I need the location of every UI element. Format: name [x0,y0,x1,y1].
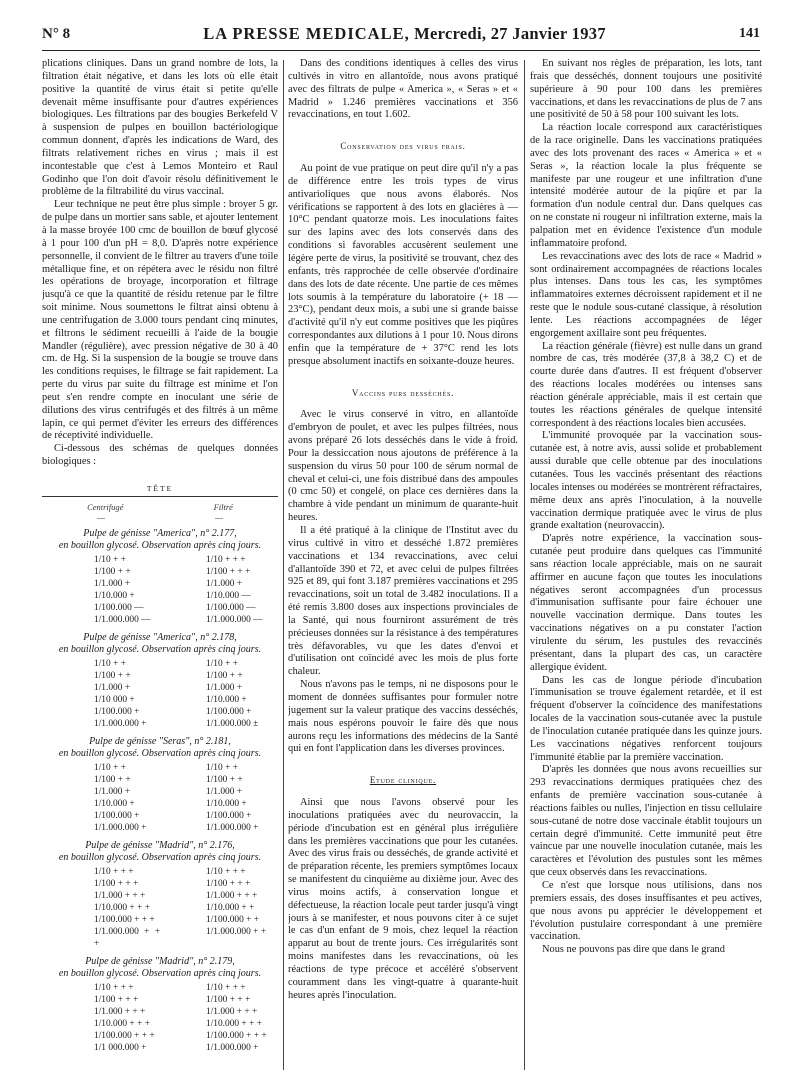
section-heading-text: Conservation des virus frais. [340,141,466,152]
cell-centrifuged: 1/1.000 + [94,578,131,589]
table-row [42,1030,278,1042]
cell-filtered: 1/10.000 + + + [206,1018,262,1029]
table-row [42,926,278,950]
cell-centrifuged: 1/1.000 + + + [94,890,146,901]
cell-centrifuged: 1/1.000.000 + [94,718,147,729]
table-group-title: Pulpe de génisse "America", n° 2.177, [83,527,237,539]
cell-filtered: 1/1.000.000 + + [206,926,267,937]
column-rule [524,60,525,1070]
table-column-headers [42,501,278,514]
table-row [42,1006,278,1018]
section-heading [288,140,518,153]
cell-filtered: 1/10 + + + [206,866,246,877]
table-group-title: en bouillon glycosé. Observation après cinq jours. [58,539,262,551]
paragraph: Nous n'avons pas le temps, ni ne disposons pour le moment de données suffisantes pour formuler notre jugement sur la valeur pratique des vaccins desséchés, mais nous espérons pouvoir le faire dès que nous aurons reçu les informations des médecins de la Santé qui en font l'application dans les diverses provinces. [288,679,518,755]
cell-centrifuged: 1/100.000 + [94,706,140,717]
cell-filtered: 1/100.000 — [206,602,256,613]
cell-filtered: 1/1.000 + [206,578,243,589]
cell-centrifuged: 1/1.000.000 + [94,822,147,833]
column-1 [42,58,278,1076]
cell-filtered: 1/100 + + [206,670,243,681]
table-row [42,994,278,1006]
table-row [42,866,278,878]
paragraph: L'immunité provoquée par la vaccination sous-cutanée est, à notre avis, aussi solide et probablement aussi durable que celle obtenue par des inoculations cutanées. Tous les vaccinés présentant des réactions locales intenses ou modérées se montrèrent réfractaires, même deux ans après l'inoculation, à la nouvelle vaccination dermique pratiquée avec le virus de plus grande exaltation (neurovaccin). [530,430,762,532]
table-row [42,798,278,810]
cell-filtered: 1/100.000 + + + [206,1030,267,1041]
cell-centrifuged: 1/10 + + + [94,866,134,877]
cell-centrifuged: 1/100 + + [94,774,131,785]
cell-centrifuged: 1/1.000 + [94,786,131,797]
cell-centrifuged: 1/100 + + + [94,878,139,889]
table-row [42,706,278,718]
paragraph: Ainsi que nous l'avons observé pour les inoculations pratiquées avec du neurovaccin, la période d'incubation est en général plus irrégulière dans les premières vaccinations que pour les cutanées. Avec des virus frais ou desséchés, de grande activité et de préparation récente, les premiers symptômes locaux se manifestent du cinquième au dixième jour. Avec des virus moins actifs, à conservation longue et défectueuse, la réaction locale peut tarder jusqu'à vingt jours à se manifester, et nous pouvons citer à ce sujet le cas d'un enfant de 9 mois, chez lequel la réaction apparut au bout de trente jours. Ces irrégularités sont moins manifestes dans les revaccinations, où les réactions de type précoce et accéléré s'observent couramment dans les vingt-quatre à quarante-huit heures après l'inoculation. [288,797,518,1001]
cell-centrifuged: 1/100.000 + [94,810,140,821]
cell-centrifuged: 1/1 000.000 + [94,1042,147,1053]
cell-centrifuged: 1/10.000 + + + [94,1018,150,1029]
column-2 [288,58,518,1076]
cell-centrifuged: 1/10 + + [94,658,126,669]
cell-filtered: 1/10.000 — [206,590,251,601]
cell-centrifuged: 1/10 + + + [94,982,134,993]
section-heading [288,774,518,787]
cell-filtered: 1/10.000 + [206,798,247,809]
table-row [42,902,278,914]
paragraph: La réaction locale correspond aux caractéristiques de la race originelle. Dans les vaccinations pratiquées avec des lots provenant des races « America » et « Seras », la réaction locale la plus fréquente se manifeste par une rougeur et une infiltration d'une intensité modérée autour de la piqûre et par la formation d'un nodule central dur. Dans quelques cas on ne constate ni rougeur ni infiltration externe, mais la palpation met en évidence l'existence d'un module inflammatoire profond. [530,122,762,249]
paragraph: plications cliniques. Dans un grand nombre de lots, la filtration était négative, et dans les lots où elle était positive la quantité de virus était si petite qu'elle devenait même insuffisante pour d'autres expériences biologiques. Les filtrations par des bougies Berkefeld V à suspension de pulpes en bouillon bactériologique commun donnent, d'après les indications de Ward, des filtrats relativement riches en virus ; mais il est incontestable que c'est à Lemos Monteiro et Raul Godinho que l'on doit d'avoir résolu définitivement le problème de la filtrabilité du virus vaccinal. [42,58,278,198]
table-row [42,1018,278,1030]
paragraph: D'après notre expérience, la vaccination sous-cutanée peut produire dans quelques cas l'immunité sans réaction locale appréciable, mais on ne saurait affirmer en aucune façon que toutes les inoculations négatives seront accompagnées d'un processus d'immunisation suffisante pour faire échouer une nouvelle vaccination dermique. Dans toutes les vaccinations négatives on a pu constater l'action virulente du sérum, les pustules des revaccinés présentant, dans la plupart des cas, un caractère allergique évident. [530,533,762,673]
paragraph: Nous ne pouvons pas dire que dans le grand [542,944,725,956]
cell-filtered: 1/1.000.000 — [206,614,263,625]
table-row [42,614,278,626]
paragraph: Leur technique ne peut être plus simple : broyer 5 gr. de pulpe dans un mortier sans sable, et ajouter lentement à la masse broyée 100 cmc de bouillon de bœuf glycosé à 1 pour 100 d'un pH = 8,0. D'après notre expérience personnelle, il convient de le filtrer au travers d'une toile métallique fine, et on répétera avec le résidu non filtré les opérations de broyage, incorporation et filtrage jusqu'à ce que la quantité de résidu retenue par le filtre soit minime. Nous soumettons le filtrat ainsi obtenu à une centrifugation de 3.000 tours pendant cinq minutes, et filtrons le sédiment recueilli à l'aide de la bougie Mandler (régulière), avec pression négative de 30 à 40 cm. de Hg. Si la suspension de la bougie se trouve dans les conditions requises, le filtrage se fait rapidement. La perte du virus par suite du filtrage est minime et l'on peut s'en rendre compte en inoculant une série de dilutions des virus centrifugés et des filtrés à un même lapin, ce qui permet d'éviter les erreurs des différences de réceptivité individuelle. [42,199,278,442]
masthead [203,24,606,44]
page-header [42,18,760,51]
paragraph: Les revaccinations avec des lots de race « Madrid » sont ordinairement accompagnées de réactions locales plus intenses. Dans tous les cas, les symptômes inflammatoires externes décroissent rapidement et il ne reste que le nodule sous-cutané classique, à résolution lente. Les réactions accompagnées de léger engorgement axillaire sont peu fréquentes. [530,250,762,339]
cell-filtered: 1/1.000 + + + [206,890,258,901]
table-row [42,602,278,614]
cell-filtered: 1/10 + + + [206,554,246,565]
table-row [42,718,278,730]
section-heading-text: Vaccins purs desséchés. [351,387,455,398]
cell-filtered: 1/10 + + [206,762,238,773]
cell-centrifuged: 1/100 + + [94,670,131,681]
table-row [42,810,278,822]
cell-filtered: 1/10 + + [206,658,238,669]
section-heading-text: Etude clinique. [369,775,437,786]
issue-date: Mercredi, 27 Janvier 1937 [414,24,606,43]
page-number: 141 [738,26,760,41]
paragraph: Dans des conditions identiques à celles des virus cultivés in vitro en allantoïde, nous avons pratiqué avec des filtrats de pulpe « America », « Seras » et « Madrid » 1.246 premières vaccinations et 356 revaccinations, en tout 1.602. [288,58,518,121]
table-group-title: en bouillon glycosé. Observation après cinq jours. [58,967,262,979]
table-group-title: Pulpe de génisse "Seras", n° 2.181, [89,735,231,747]
table-row [42,670,278,682]
table-row [42,982,278,994]
cell-filtered: 1/100 + + + [206,878,251,889]
paragraph: Avec le virus conservé in vitro, en allantoïde d'embryon de poulet, et avec les pulpes filtrées, nous avons préparé 26 lots desséchés dans le vide à froid. Pour la dessiccation nous ajoutons de préférence à la suspension du virus 50 pour 100 de sérum normal de cheval et celui-ci, une fois distribué dans des ampoules (0 cmc 50) et congelé, on place ces dernières dans la chambre à vide pendant un minimum de quarante-huit heures. [288,409,518,524]
table-groups [42,528,278,1054]
cell-filtered: 1/10 + + + [206,982,246,993]
cell-filtered: 1/1.000.000 + [206,822,259,833]
cell-centrifuged: 1/100.000 + + + [94,1030,155,1041]
cell-centrifuged: 1/10.000 + [94,798,135,809]
cell-filtered: 1/1.000.000 ± [206,718,259,729]
table-row [42,1042,278,1054]
cell-centrifuged: 1/10.000 + + + [94,902,150,913]
table-row [42,658,278,670]
cell-centrifuged: 1/1.000 + + + [94,1006,146,1017]
paragraph: Au point de vue pratique on peut dire qu'il n'y a pas de différence entre les trois types de virus antivarioliques que nous avons élaborés. Nos vérifications se rapportent à des lots en glacières à —10°C pendant quatorze mois. Les inoculations faites sur des lapins avec des lots conservés dans des conditions si favorables accusèrent seulement une légère perte de virus, la positivité se trouvant, chez des enfants, très rapprochée de celle observée d'ordinaire dans des lots de date récente. Une partie de ces mêmes lots soumis à la température du laboratoire (+ 18 — 23°C), pendant deux mois, a subi une si grande baisse d'activité qu'il n'y eut comme positives que les piqûres correspondantes aux dilutions à 1 pour 10. Nous dirons enfin que la température de + 37°C rend les lots presque absolument inactifs en soixante-douze heures. [288,163,518,367]
table-group [42,956,278,1054]
cell-centrifuged: 1/100 + + [94,566,131,577]
paragraph: Dans les cas de longue période d'incubation l'immunisation se trouve également retardée, et il est fréquent d'observer la coïncidence des manifestations locales de la vaccination sous-cutanée avec la pustule de l'inoculation cutanée pratiquée dans les quinze jours. Les vaccinations négatives renforcent toujours l'immunité établie par la première vaccination. [530,674,762,763]
table-row [42,682,278,694]
cell-centrifuged: 1/10 + + [94,554,126,565]
column-dash: — [97,512,105,522]
table-row [42,786,278,798]
paragraph: D'après les données que nous avons recueillies sur 293 revaccinations dermiques pratiquées chez des enfants de première vaccination sous-cutanée à réactions faibles ou nulles, l'injection en tissu cellulaire sous-cutané de notre dose vaccinale établit toujours un certain degré d'immunité. Cette immunité peut être vaincue par une nouvelle inoculation cutanée, mais les caractères et l'évolution des pustules sont les mêmes que ceux observés dans les revaccinations. [530,764,762,879]
table-heading-rule [42,496,278,497]
paragraph: La réaction générale (fièvre) est nulle dans un grand nombre de cas, très modérée (37,8 à 38,2 C) et de courte durée dans d'autres. Il est fréquent d'observer des réactions locales modérées ou intenses sans réaction générale appréciable, mais il est certain que toutes les réactions générales de quelque intensité correspondent à des réactions locales bien accusées. [530,340,762,429]
cell-filtered: 1/1.000 + + + [206,1006,258,1017]
table-group [42,632,278,730]
table-row [42,566,278,578]
paragraph: Ce n'est que lorsque nous utilisions, dans nos premiers essais, des doses insuffisantes et peu actives, que nous avons pu apprécier le développement et l'évolution pustulaire correspondant à une première vaccination. [530,880,762,943]
table-row [42,774,278,786]
column-header-centrifuged: Centrifugé [87,501,124,512]
table-row [42,822,278,834]
cell-filtered: 1/1.000 + [206,786,243,797]
column-rule [283,60,284,1070]
table-row [42,914,278,926]
table-row [42,890,278,902]
column-header-filtered: Filtré [213,501,233,512]
journal-title: LA PRESSE MEDICALE, [203,24,410,43]
cell-centrifuged: 1/100.000 + + + [94,914,155,925]
paragraph: Ci-dessous des schémas de quelques données biologiques : [42,443,278,468]
cell-filtered: 1/100.000 + [206,810,252,821]
column-3 [530,58,762,1076]
table-row [42,554,278,566]
table-row [42,694,278,706]
cell-centrifuged: 1/1.000 + [94,682,131,693]
table-group-title: Pulpe de génisse "Madrid", n° 2.179, [85,955,235,967]
paragraph: Il a été pratiqué à la clinique de l'Institut avec du virus cultivé in vitro et desséché 1.872 premières vaccinations et 134 revaccinations, avec celui d'allantoïde 390 et 72, et avec celui de pulpes filtrées 925 et 89, qui font 3.187 premières vaccinations et 295 revaccinations, soit un total de 3.482 inoculations. Il a été remis 3.800 doses aux inspections provinciales de la Santé, qui nous fourniront assurément de très précieuses données sur la résistance à des températures très défavorables, vu que les dates d'envoi et d'utilisation ont coïncidé avec les mois de plus forte chaleur. [288,525,518,678]
table-row [42,590,278,602]
cell-filtered: 1/100 + + [206,774,243,785]
cell-filtered: 1/100.000 + + [206,914,260,925]
table-group-title: en bouillon glycosé. Observation après cinq jours. [58,643,262,655]
cell-centrifuged: 1/1.000.000 + + + [94,926,160,949]
cell-centrifuged: 1/100.000 — [94,602,144,613]
cell-centrifuged: 1/100 + + + [94,994,139,1005]
cell-filtered: 1/10.000 + [206,694,247,705]
table-group [42,528,278,626]
table-heading: TÊTE [146,484,174,493]
cell-filtered: 1/10.000 + + [206,902,255,913]
section-heading [288,387,518,400]
table-group-title: en bouillon glycosé. Observation après cinq jours. [58,747,262,759]
cell-centrifuged: 1/10 000 + [94,694,135,705]
biological-data-table [42,483,278,1054]
table-group [42,736,278,834]
cell-centrifuged: 1/1.000.000 — [94,614,151,625]
table-row [42,762,278,774]
column-dash: — [215,512,223,522]
table-row [42,878,278,890]
table-group-title: Pulpe de génisse "Madrid", n° 2.176, [85,839,235,851]
table-group [42,840,278,950]
cell-filtered: 1/100.000 + [206,706,252,717]
issue-number: N° 8 [42,25,71,42]
cell-filtered: 1/1.000.000 + [206,1042,259,1053]
table-group-title: Pulpe de génisse "America", n° 2.178, [83,631,237,643]
table-group-title: en bouillon glycosé. Observation après cinq jours. [58,851,262,863]
table-row [42,578,278,590]
cell-centrifuged: 1/10.000 + [94,590,135,601]
cell-centrifuged: 1/10 + + [94,762,126,773]
cell-filtered: 1/100 + + + [206,994,251,1005]
column-header-dashes [42,514,278,522]
paragraph: En suivant nos règles de préparation, les lots, tant frais que desséchés, donnent toujours une positivité supérieure à 90 pour 100 dans les premières vaccinations, et dans les revaccinations de plus de 7 ans une positivité de 50 à 58 pour 100 suivant les lots. [530,58,762,121]
cell-filtered: 1/100 + + + [206,566,251,577]
cell-filtered: 1/1.000 + [206,682,243,693]
